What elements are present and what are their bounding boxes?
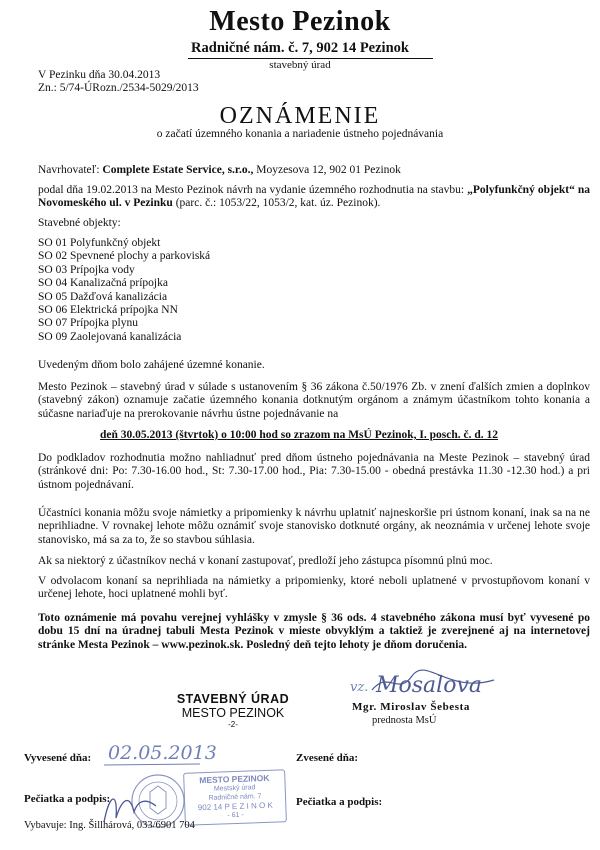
parcel-info: (parc. č.: 1053/22, 1053/2, kat. úz. Pezinok).: [172, 197, 381, 210]
stamp-office-line3: -2-: [228, 720, 238, 729]
object-item: SO 03 Prípojka vody: [38, 263, 135, 276]
office-stamp-text: [163, 692, 303, 730]
stamp-line1: MESTO PEZINOK: [199, 772, 270, 786]
posted-date: 02.05.2013: [108, 742, 217, 764]
object-item: SO 06 Elektrická prípojka NN: [38, 304, 178, 317]
documents-paragraph: Do podkladov rozhodnutia možno nahliadnuť pred dňom ústneho pojednávania na Meste Pezinok – stavebný úrad (stránkové dni: Po: 7.30-16.00 hod., St: 7.30-17.00 hod., Pia: 7.30-15.00 - obedná prestávka 11.30 -12.30 hod.) a pri ústnom pojednávaní.: [38, 452, 590, 491]
object-item: SO 04 Kanalizačná prípojka: [38, 277, 168, 290]
object-item: SO 01 Polyfunkčný objekt: [38, 237, 161, 249]
stamp-line2: Mestský úrad: [213, 784, 256, 793]
applicant-label: Navrhovateľ:: [38, 164, 100, 176]
procedure-started: Uvedeným dňom bolo zahájené územné konanie.: [38, 359, 265, 371]
removed-label: Zvesené dňa:: [296, 752, 359, 764]
stamp-office-line1: STAVEBNÝ ÚRAD: [176, 692, 290, 706]
signatory-name: Mgr. Miroslav Šebesta: [352, 701, 471, 713]
stamp-line3: Radničné nám. 7: [208, 793, 262, 802]
announcement-paragraph: Mesto Pezinok – stavebný úrad v súlade s ustanovením § 36 zákona č.50/1976 Zb. v znení ďalších zmien a doplnkov (stavebný zákon) oznamuje začatie územného konania dotknutým orgánom a známym účastníkom tohto konania a súčasne nariaďuje na prerokovanie návrhu ústne pojednávanie na: [38, 381, 590, 420]
hearing-date: deň 30.05.2013 (štvrtok) o 10:00 hod so zrazom na MsÚ Pezinok, I. posch. č. d. 12: [100, 429, 499, 441]
city-title: Mesto Pezinok: [209, 6, 391, 37]
representation-paragraph: Ak sa niektorý z účastníkov nechá v konaní zastupovať, predloží jeho zástupca písomnú plnú moc.: [38, 555, 493, 567]
stamp-office-line2: MESTO PEZINOK: [181, 706, 285, 720]
object-item: SO 07 Prípojka plynu: [38, 317, 138, 330]
reference-number: Zn.: 5/74-ÚRozn./2534-5029/2013: [38, 82, 199, 94]
object-item: SO 05 Dažďová kanalizácia: [38, 290, 168, 303]
object-item: SO 02 Spevnené plochy a parkoviská: [38, 250, 211, 263]
objects-label: Stavebné objekty:: [38, 217, 121, 229]
notice-heading: OZNÁMENIE: [219, 103, 381, 129]
notice-subheading: o začatí územného konania a nariadenie ústneho pojednávania: [156, 128, 444, 140]
appeal-paragraph: V odvolacom konaní sa neprihliada na námietky a pripomienky, ktoré neboli uplatnené v prvostupňovom konaní v určenej lehote, hoci uplatnené mohli byť.: [38, 575, 590, 601]
applicant-line: [38, 164, 590, 177]
submission-text: podal dňa 19.02.2013 na Mesto Pezinok návrh na vydanie územného rozhodnutia na stavbu:: [38, 184, 468, 196]
objections-paragraph: Účastníci konania môžu svoje námietky a pripomienky k návrhu uplatniť najneskoršie pri ústnom konaní, inak sa na ne neprihliadne. V rovnakej lehote môžu oznámiť svoje stanovisko dotknuté orgány, ak neoznámia v určenej lehote svoje stanovisko, má sa za to, že so stavbou súhlasia.: [38, 507, 590, 546]
applicant-address: Moyzesova 12, 902 01 Pezinok: [253, 164, 401, 176]
submission-paragraph: [38, 184, 590, 211]
stamp-line4: 902 14 P E Z I N O K: [197, 800, 273, 813]
public-notice-paragraph: Toto oznámenie má povahu verejnej vyhlášky v zmysle § 36 ods. 4 stavebného zákona musí byť vyvesené po dobu 15 dní na úradnej tabuli Mesta Pezinok v mieste obvyklým a taktiež je zverejnené aj na internetovej stránke Mesta Pezinok – www.pezinok.sk. Posledný deň tejto lehoty je dňom doručenia.: [38, 612, 590, 651]
signature-image: Mosalova: [376, 673, 483, 698]
stamp-signature-label-right: Pečiatka a podpis:: [296, 796, 383, 808]
signatory-position: prednosta MsÚ: [372, 715, 437, 726]
objects-list: [38, 237, 210, 344]
signature-prefix: vz.: [350, 680, 369, 695]
posted-label: Vyvesené dňa:: [24, 752, 92, 764]
signature-flourish: [368, 668, 498, 698]
prepared-by: Vybavuje: Ing. Šillhárová, 033/6901 704: [24, 820, 195, 831]
stamp-line5: - 61 -: [227, 811, 244, 820]
posted-date-underline: [104, 763, 200, 767]
place-date: V Pezinku dňa 30.04.2013: [38, 69, 161, 81]
applicant-name: Complete Estate Service, s.r.o.,: [102, 164, 254, 176]
project-name: „Polyfunkčný objekt“ na Novomeského ul. v Pezinku: [38, 184, 591, 210]
city-address: Radničné nám. č. 7, 902 14 Pezinok: [191, 40, 409, 56]
office-name: stavebný úrad: [269, 59, 331, 71]
municipal-stamp: [183, 769, 287, 826]
object-item: SO 09 Zaolejovaná kanalizácia: [38, 330, 182, 343]
stamp-signature-label-left: Pečiatka a podpis:: [24, 793, 111, 805]
